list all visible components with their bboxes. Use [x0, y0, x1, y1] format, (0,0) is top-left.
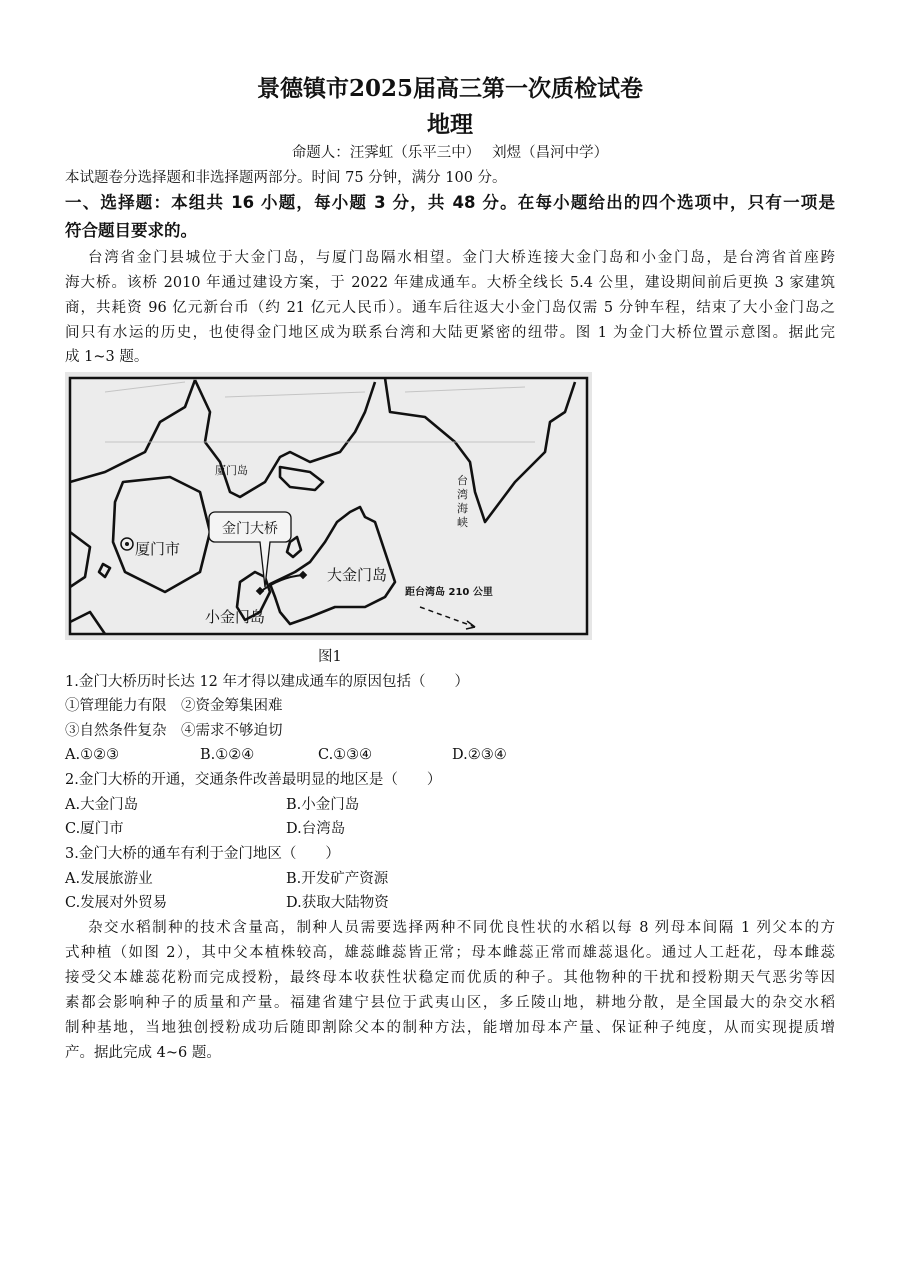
passage2-line: 素都会影响种子的质量和产量。福建省建宁县位于武夷山区，多丘陵山地，耕地分散，是全国最大的杂交水稻: [65, 995, 835, 1011]
question-1-stem: 1.金门大桥历时长达 12 年才得以建成通车的原因包括（ ）: [65, 674, 470, 690]
label-strait: 海: [457, 502, 468, 515]
subject-title: 地理: [427, 111, 473, 138]
passage1-line: 台湾省金门县城位于大金门岛，与厦门岛隔水相望。金门大桥连接大金门岛和小金门岛，是台湾省首座跨: [88, 250, 835, 266]
q3-option-a[interactable]: A.发展旅游业: [65, 871, 153, 887]
label-small-jinmen: 小金门岛: [205, 608, 266, 626]
passage1-line: 商，共耗资 96 亿元新台币（约 21 亿元人民币）。通车后往返大小金门岛仅需 5 分钟车程，结束了大小金门岛之: [65, 300, 835, 316]
q1-option-a[interactable]: A.①②③: [65, 747, 120, 763]
question-2-stem: 2.金门大桥的开通，交通条件改善最明显的地区是（ ）: [65, 772, 442, 788]
passage2-line: 接受父本雄蕊花粉而完成授粉，最终母本收获性状稳定而优质的种子。其他物种的干扰和授粉期天气恶劣等因: [65, 970, 835, 986]
section-heading: 一、选择题：本组共 16 小题，每小题 3 分，共 48 分。在每小题给出的四个选项中，只有一项是: [65, 193, 835, 212]
label-big-jinmen: 大金门岛: [327, 566, 388, 584]
figure1-caption: 图1: [318, 649, 342, 665]
question-1-statements: ③自然条件复杂 ④需求不够迫切: [65, 723, 283, 739]
passage2-line: 杂交水稻制种的技术含量高，制种人员需要选择两种不同优良性状的水稻以每 8 列母本间隔 1 列父本的方: [88, 920, 835, 936]
q3-option-c[interactable]: C.发展对外贸易: [65, 895, 168, 911]
q2-option-d[interactable]: D.台湾岛: [286, 821, 346, 837]
label-strait: 湾: [457, 488, 468, 501]
q3-option-b[interactable]: B.开发矿产资源: [286, 871, 389, 887]
passage1-line: 海大桥。该桥 2010 年通过建设方案，于 2022 年建成通车。大桥全线长 5.4 公里，建设期间前后更换 3 家建筑: [65, 275, 835, 291]
q2-option-a[interactable]: A.大金门岛: [65, 797, 139, 813]
q2-option-c[interactable]: C.厦门市: [65, 821, 124, 837]
exam-intro: 本试题卷分选择题和非选择题两部分。时间 75 分钟，满分 100 分。: [65, 170, 507, 186]
label-strait: 峡: [457, 516, 468, 529]
q1-option-d[interactable]: D.②③④: [452, 747, 507, 763]
q1-option-c[interactable]: C.①③④: [318, 747, 373, 763]
passage2-line: 产。据此完成 4~6 题。: [65, 1045, 221, 1061]
label-strait: 台: [457, 474, 468, 487]
label-bridge: 金门大桥: [222, 521, 278, 537]
figure1-map: [65, 372, 592, 640]
q1-option-b[interactable]: B.①②④: [200, 747, 255, 763]
passage2-line: 式种植（如图 2），其中父本植株较高，雄蕊雌蕊皆正常；母本雌蕊正常而雄蕊退化。通过人工赶花，母本雌蕊: [65, 945, 835, 961]
q3-option-d[interactable]: D.获取大陆物资: [286, 895, 389, 911]
authors: 命题人：汪霁虹（乐平三中） 刘煜（昌河中学）: [291, 145, 609, 161]
passage1-line: 成 1~3 题。: [65, 349, 149, 365]
label-xiamen-city: 厦门市: [135, 540, 181, 558]
section-heading-cont: 符合题目要求的。: [65, 221, 197, 240]
passage1-line: 间只有水运的历史，也使得金门地区成为联系台湾和大陆更紧密的纽带。图 1 为金门大桥位置示意图。据此完: [65, 325, 835, 341]
q2-option-b[interactable]: B.小金门岛: [286, 797, 360, 813]
label-xiamen-island: 厦门岛: [215, 464, 248, 477]
passage2-line: 制种基地，当地独创授粉成功后随即割除父本的制种方法，能增加母本产量、保证种子纯度，从而实现提质增: [65, 1020, 835, 1036]
question-3-stem: 3.金门大桥的通车有利于金门地区（ ）: [65, 846, 340, 862]
exam-title: 景德镇市2025届高三第一次质检试卷: [256, 75, 643, 102]
label-distance: 距台湾岛 210 公里: [405, 587, 493, 598]
question-1-statements: ①管理能力有限 ②资金筹集困难: [65, 698, 283, 714]
